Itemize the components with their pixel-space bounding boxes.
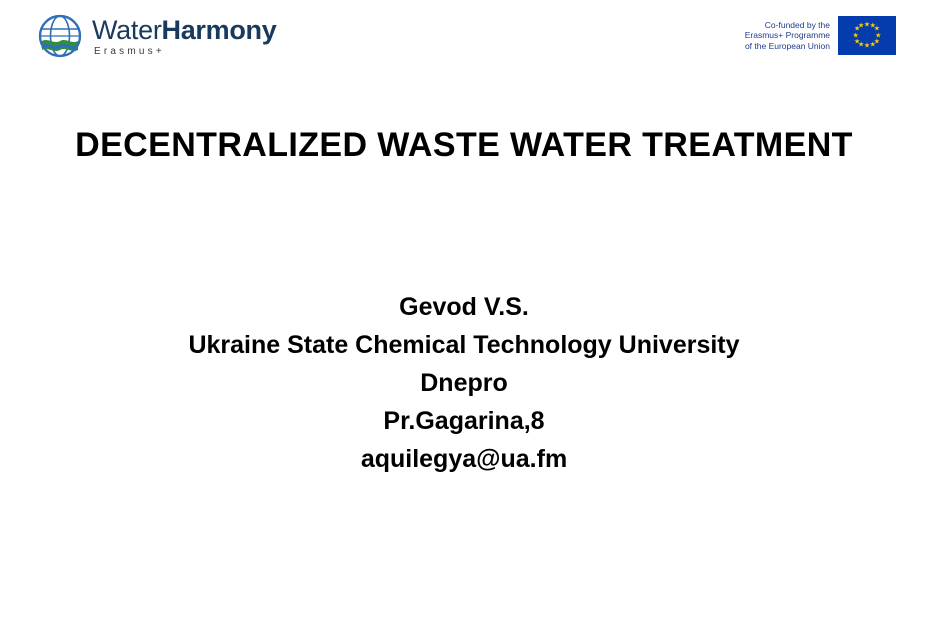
eu-text-line-2: Erasmus+ Programme bbox=[744, 30, 830, 41]
body-line-institution: Ukraine State Chemical Technology University bbox=[188, 331, 740, 359]
water-harmony-logo bbox=[38, 14, 276, 58]
logo-subtitle: Erasmus+ bbox=[94, 45, 165, 57]
body-line-address: Pr.Gagarina,8 bbox=[383, 407, 545, 435]
eu-flag-icon: ★ ★ ★ ★ ★ ★ ★ ★ ★ ★ ★ ★ bbox=[838, 16, 896, 55]
logo-title bbox=[92, 16, 276, 45]
globe-water-icon bbox=[38, 14, 82, 58]
eu-cofunding-block bbox=[745, 16, 896, 55]
slide-body bbox=[0, 288, 928, 478]
logo-title-water: Water bbox=[92, 14, 162, 45]
body-line-author: Gevod V.S. bbox=[399, 293, 529, 321]
page-title: DECENTRALIZED WASTE WATER TREATMENT bbox=[75, 126, 853, 164]
eu-text-line-1: Co-funded by the bbox=[764, 19, 830, 30]
body-line-email: aquilegya@ua.fm bbox=[360, 445, 568, 473]
eu-text-line-3: of the European Union bbox=[744, 40, 830, 51]
eu-cofunding-text bbox=[745, 20, 830, 52]
logo-text-block bbox=[92, 16, 276, 57]
logo-title-harmony: Harmony bbox=[161, 14, 277, 45]
body-line-city: Dnepro bbox=[420, 369, 508, 397]
